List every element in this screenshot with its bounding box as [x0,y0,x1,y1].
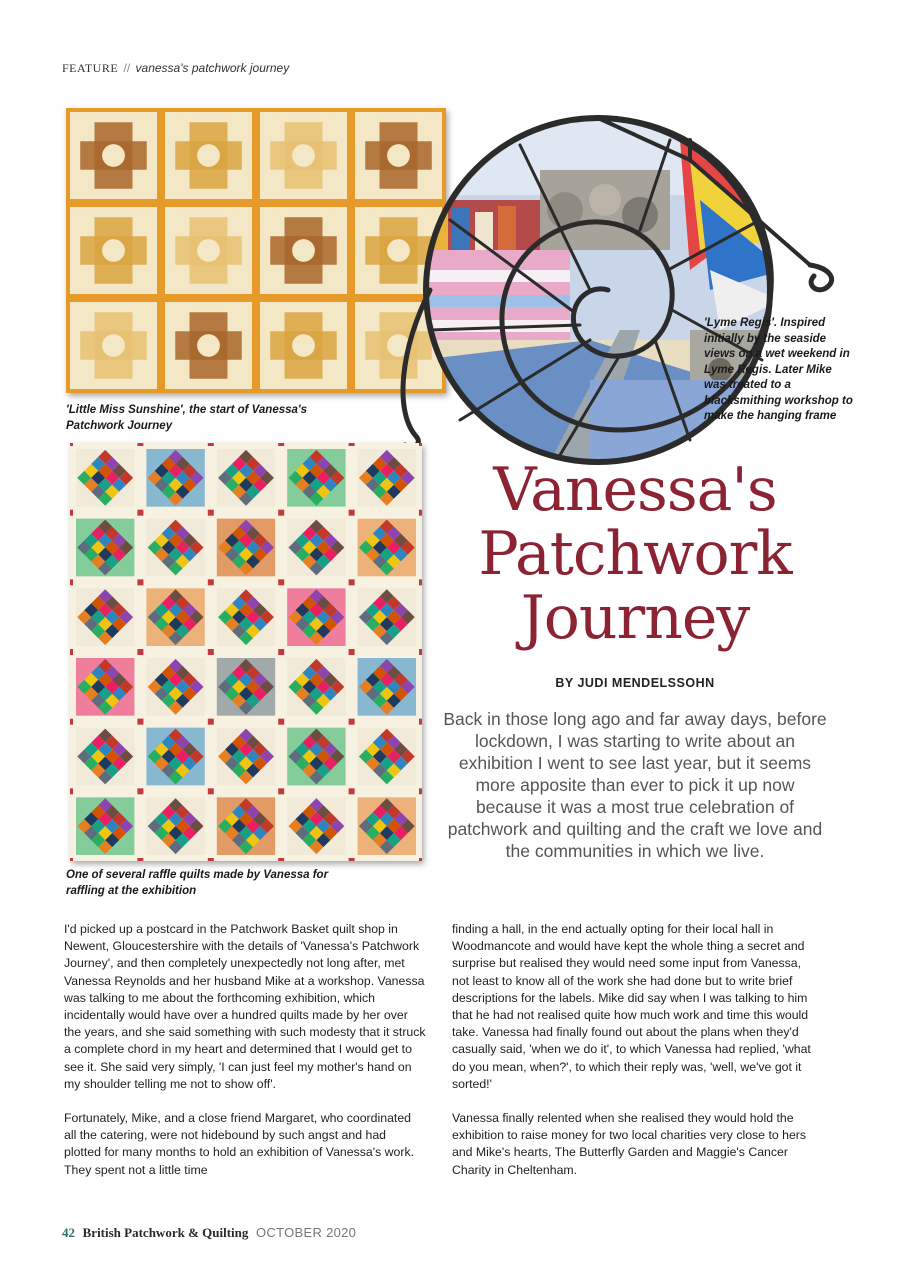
article-title [440,455,830,653]
little-miss-sunshine-quilt-image [66,108,446,393]
raffle-quilt-photo [70,443,422,861]
page-footer [62,1225,356,1241]
byline: BY JUDI MENDELSSOHN [555,676,715,690]
section-label: FEATURE [62,61,119,75]
body-paragraph: finding a hall, in the end actually opting for their local hall in Woodmancote and would have kept the whole thing a secret and surprise but realised they would need some input from Vanessa, not least to know all of the work she had done but to write brief descriptions for the labels. Mike did say when I was talking to him that he had not realised quite how much work and time this would take. Vanessa had finally found out about the plans when they'd casually said, 'when we do it', to which Vanessa had replied, 'what do you mean, when?', to which their reply was, 'well, we've got it sorted!' [452,922,811,1091]
lyme-regis-caption: 'Lyme Regis'. Inspired initially by the seaside views on a wet weekend in Lyme Regis. Later Mike was treated to a blacksmithing workshop to make the hanging frame [704,317,853,423]
header-separator: // [123,61,131,75]
little-miss-sunshine-caption: 'Little Miss Sunshine', the start of Vanessa's Patchwork Journey [66,404,308,432]
raffle-quilt-image [70,443,422,861]
little-miss-sunshine-photo [66,108,446,393]
magazine-name: British Patchwork & Quilting [82,1225,249,1240]
body-column-right [452,921,814,1179]
raffle-quilt-caption: One of several raffle quilts made by Vanessa for raffling at the exhibition [66,869,329,897]
title-line-1: Vanessa's [493,455,777,525]
running-header [62,61,289,76]
title-line-3: Journey [520,583,750,653]
page-number: 42 [62,1225,75,1240]
body-paragraph: Vanessa finally relented when she realised they would hold the exhibition to raise money for two local charities very close to hers and Mike's hearts, The Butterfly Garden and Maggie's Cancer Charity in Cheltenham. [452,1111,807,1177]
intro-paragraph: Back in those long ago and far away days, before lockdown, I was starting to write about an exhibition I went to see last year, but it seems more apposite than ever to pick it up now because it was a most true celebration of patchwork and quilting and the craft we love and the communities in which we live. [443,709,827,861]
body-paragraph: I'd picked up a postcard in the Patchwork Basket quilt shop in Newent, Gloucestershire with the details of 'Vanessa's Patchwork Journey', and then completely unexpectedly not long after, met Vanessa Reynolds and her husband Mike at a workshop. Vanessa was talking to me about the forthcoming exhibition, which incidentally would have over a hundred quilts made by her over the years, and she said something with such modesty that it struck a complete chord in my heart and determined that I would get to see it. She said very simply, 'I can just feel my mother's hand on my shoulder telling me not to show off'. [64,922,426,1091]
issue-date: OCTOBER 2020 [256,1225,357,1240]
header-subject: vanessa's patchwork journey [135,61,290,75]
body-paragraph: Fortunately, Mike, and a close friend Margaret, who coordinated all the catering, were not hidebound by such angst and had plotted for many months to hold an exhibition of Vanessa's work. They spent not a little time [64,1111,415,1177]
title-line-2: Patchwork [478,519,792,589]
body-column-left [64,921,426,1179]
